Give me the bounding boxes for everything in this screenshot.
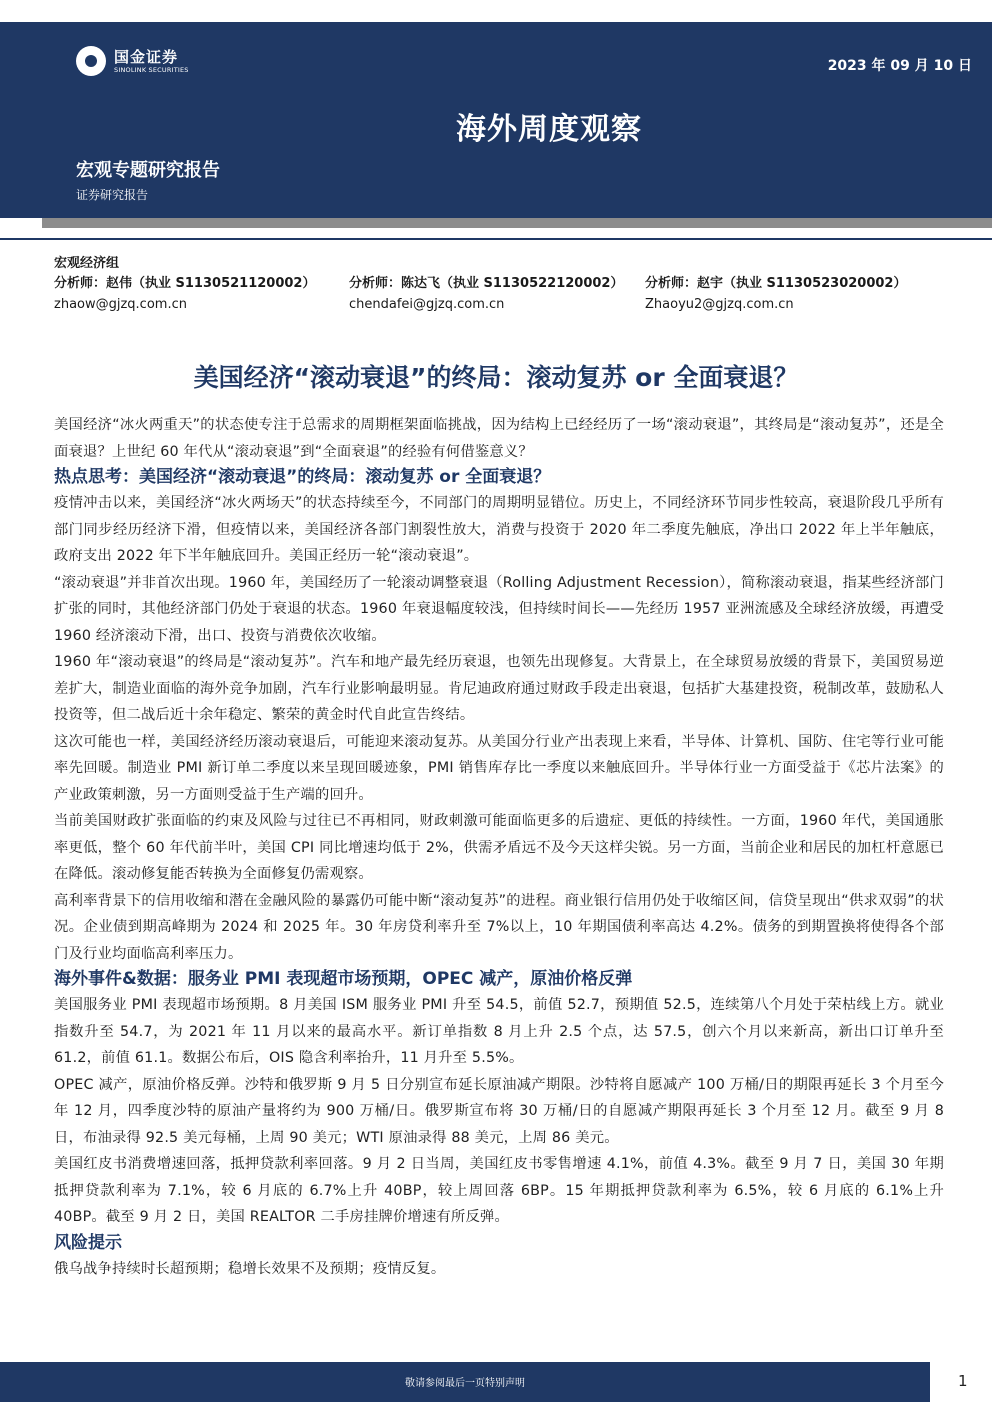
body-paragraph: 美国服务业 PMI 表现超市场预期。8 月美国 ISM 服务业 PMI 升至 54.5，前值 52.7，预期值 52.5，连续第八个月处于荣枯线上方。就业指数升至 54.7，为 2021 年 11 月以来的最高水平。新订单指数 8 月上升 2.5 个点，达 57.5，创六个月以来新高，新出口订单升至 61.2，前值 61.1。数据公布后，OIS 隐含利率抬升，11 月升至 5.5%。: [54, 997, 944, 1066]
page-number: 1: [958, 1372, 968, 1390]
analyst-card: [645, 273, 906, 315]
report-type: 宏观专题研究报告: [76, 160, 220, 181]
intro-paragraph: 美国经济“冰火两重天”的状态使专注于总需求的周期框架面临挑战，因为结构上已经经历了一场“滚动衰退”，其终局是“滚动复苏”，还是全面衰退？上世纪 60 年代从“滚动衰退”到“全面衰退”的经验有何借鉴意义？: [54, 417, 944, 460]
body-paragraph: 俄乌战争持续时长超预期；稳增长效果不及预期；疫情反复。: [54, 1260, 446, 1277]
analyst-group: 宏观经济组: [54, 256, 120, 271]
analyst-name: 分析师：赵宇（执业 S1130523020002）: [645, 276, 907, 291]
footer-notice: 敬请参阅最后一页特别声明: [405, 1378, 525, 1389]
body-paragraph: 疫情冲击以来，美国经济“冰火两场天”的状态持续至今，不同部门的周期明显错位。历史上，不同经济环节同步性较高，衰退阶段几乎所有部门同步经历经济下滑，但疫情以来，美国经济各部门割裂性放大，消费与投资于 2020 年二季度先触底，净出口 2022 年上半年触底，政府支出 2022 年下半年触底回升。美国正经历一轮“滚动衰退”。: [54, 495, 944, 564]
body-paragraph: 当前美国财政扩张面临的约束及风险与过往已不再相同，财政刺激可能面临更多的后遗症、更低的持续性。一方面，1960 年代，美国通胀率更低，整个 60 年代前半叶，美国 CPI 同比增速均低于 2%，供需矛盾远不及今天这样尖锐。另一方面，当前企业和居民的加杠杆意愿已在降低。滚动修复能否转换为全面修复仍需观察。: [54, 813, 944, 882]
section-title-risk: 风险提示: [54, 1232, 122, 1253]
report-subtype: 证券研究报告: [76, 188, 149, 202]
body-paragraph: 高利率背景下的信用收缩和潜在金融风险的暴露仍可能中断“滚动复苏”的进程。商业银行信用仍处于收缩区间，信贷呈现出“供求双弱”的状况。企业债到期高峰期为 2024 和 2025 年。30 年房贷利率升至 7%以上，10 年期国债利率高达 4.2%。债务的到期置换将使得各个部门及行业均面临高利率压力。: [54, 892, 944, 962]
body-paragraph: “滚动衰退”并非首次出现。1960 年，美国经历了一轮滚动调整衰退（Rolling Adjustment Recession），简称滚动衰退，指某些经济部门扩张的同时，其他经济部门仍处于衰退的状态。1960 年衰退幅度较浅，但持续时间长——先经历 1957 亚洲流感及全球经济放缓，再遭受 1960 经济滚动下滑，出口、投资与消费依次收缩。: [54, 574, 944, 644]
body-paragraph: OPEC 减产，原油价格反弹。沙特和俄罗斯 9 月 5 日分别宣布延长原油减产期限。沙特将自愿减产 100 万桶/日的期限再延长 3 个月至今年 12 月，四季度沙特的原油产量将约为 900 万桶/日。俄罗斯宣布将 30 万桶/日的自愿减产期限再延长 3 个月至 12 月。截至 9 月 8 日，布油录得 92.5 美元每桶，上周 90 美元；WTI 原油录得 88 美元，上周 86 美元。: [54, 1076, 944, 1146]
report-date: 2023 年 09 月 10 日: [827, 58, 972, 74]
body-paragraph: 这次可能也一样，美国经济经历滚动衰退后，可能迎来滚动复苏。从美国分行业产出表现上来看，半导体、计算机、国防、住宅等行业可能率先回暖。制造业 PMI 新订单二季度以来呈现回暖迹象，PMI 销售库存比一季度以来触底回升。半导体行业一方面受益于《芯片法案》的产业政策刺激，另一方面则受益于生产端的回升。: [54, 733, 944, 803]
logo-cn: 国金证券: [114, 47, 179, 66]
body-paragraph: 1960 年“滚动衰退”的终局是“滚动复苏”。汽车和地产最先经历衰退，也领先出现修复。大背景上，在全球贸易放缓的背景下，美国贸易逆差扩大，制造业面临的海外竞争加剧，汽车行业影响最明显。肯尼迪政府通过财政手段走出衰退，包括扩大基建投资，税制改革，鼓励私人投资等，但二战后近十余年稳定、繁荣的黄金时代自此宣告终结。: [54, 654, 944, 723]
analyst-email[interactable]: zhaow@gjzq.com.cn: [54, 297, 187, 312]
analyst-name: 分析师：赵伟（执业 S1130521120002）: [54, 276, 316, 291]
report-headline: 美国经济“滚动衰退”的终局：滚动复苏 or 全面衰退？: [193, 363, 799, 392]
section-title-events: 海外事件&数据：服务业 PMI 表现超市场预期，OPEC 减产，原油价格反弹: [54, 969, 633, 989]
header-divider: [0, 238, 992, 240]
analyst-email[interactable]: Zhaoyu2@gjzq.com.cn: [645, 297, 794, 312]
analyst-card: [54, 273, 315, 315]
analyst-email[interactable]: chendafei@gjzq.com.cn: [349, 297, 505, 312]
analyst-card: [349, 273, 623, 315]
analyst-name: 分析师：陈达飞（执业 S1130522120002）: [349, 276, 624, 291]
logo-mark-icon: [76, 46, 106, 76]
report-body: [54, 412, 944, 1282]
report-title: 海外周度观察: [456, 112, 642, 147]
logo-en: SINOLINK SECURITIES: [114, 65, 189, 74]
body-paragraph: 美国红皮书消费增速回落，抵押贷款利率回落。9 月 2 日当周，美国红皮书零售增速 4.1%，前值 4.3%。截至 9 月 7 日，美国 30 年期抵押贷款利率为 7.1%，较 6 月底的 6.7%上升 40BP，较上周回落 6BP。15 年期抵押贷款利率为 6.5%，较 6 月底的 6.1%上升 40BP。截至 9 月 2 日，美国 REALTOR 二手房挂牌价增速有所反弹。: [54, 1156, 944, 1225]
section-title-hot-topic: 热点思考：美国经济“滚动衰退”的终局：滚动复苏 or 全面衰退？: [54, 467, 551, 487]
logo-text: [114, 48, 189, 75]
company-logo: [76, 46, 189, 76]
